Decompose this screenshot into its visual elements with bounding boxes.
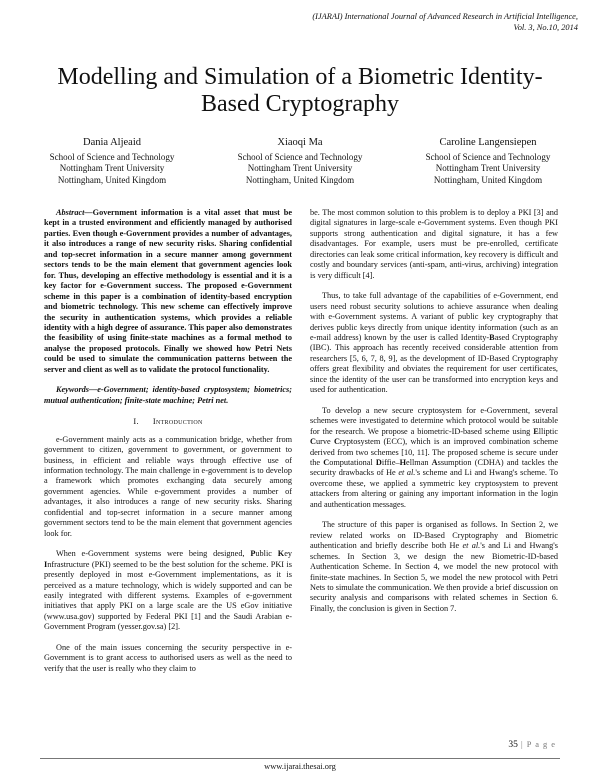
author-dept: School of Science and Technology (425, 151, 551, 162)
journal-line-1: (IJARAI) International Journal of Advanced Research in Artificial Intelligence, (312, 12, 578, 21)
text-run: ssumption (CDHA) and tackles the security drawbacks of He (310, 457, 558, 478)
text-run: iffie– (381, 457, 400, 467)
text-run: Thus, to take full advantage of the capabilities of e-Government, end users need robust security solutions to achieve assurance when dealing with e-Government systems. A variant of public key cryptography that derives public keys directly from unique identity information (such as an e-mail address) known by the user is called Identity- (310, 291, 558, 342)
italic-etal: et al. (462, 541, 481, 551)
page-number-value: 35 (508, 740, 518, 750)
page-separator: | (517, 740, 527, 749)
keywords-label: Keywords— (56, 385, 98, 395)
journal-line-2: Vol. 3, No.10, 2014 (513, 22, 578, 32)
section-heading-introduction (44, 417, 292, 427)
author-univ: Nottingham Trent University (435, 163, 541, 174)
author-univ: Nottingham Trent University (59, 163, 165, 174)
text-run: ellman (406, 457, 432, 467)
italic-etal: et al. (398, 468, 416, 478)
abstract (44, 208, 292, 375)
author-name: Xiaoqi Ma (277, 137, 323, 148)
left-column (44, 208, 292, 674)
text-run: ublic (255, 549, 278, 559)
text-run: When e-Government systems were being designed, (56, 549, 251, 559)
author-city: Nottingham, United Kingdom (57, 174, 167, 185)
text-run: ryptosystem (ECC), which is an improved combination scheme derived from two schemes [10, 11]. The proposed scheme is secure under the (310, 437, 558, 467)
author-1 (12, 137, 212, 186)
text-run: 's scheme and Li and Hwang's scheme. To overcome these, we applied a symmetric key cryptosystem to prevent attackers from altering or gaining any important information in the login and authentication messages. (310, 468, 558, 509)
text-run: The structure of this paper is organised as follows. In Section 2, we review related works on ID-Based Cryptography and Biometric authentication and briefly describe both He (310, 520, 558, 551)
text-run: 's and Li and Hwang's schemes. In Section 3, we design the new Biometric-ID-based Authentication Scheme. In Section 4, we model the new protocol with finite-state machines. In Section 5, we model the new protocol with Petri Nets to simulate the communication. We then provide a brief discussion on security analysis and comparisons with related schemes in Section 6. Finally, the conclusion is given in Section 7. (310, 541, 558, 613)
text-run: lliptic (538, 426, 558, 436)
right-paragraph-1: be. The most common solution to this problem is to deploy a PKI [3] and digital signatures in large-scale e-Government systems. Even though PKI supports strong authentication and digital signature, it has a few disadvantages. For example, users must be pre-enrolled, certificate directories can leak some critical information, key recovery is difficult and costly and boundary services (anti-spam, anti-virus, archiving) integration is very difficult [4]. (310, 208, 558, 280)
bold-initial: D (375, 457, 382, 467)
abstract-label: Abstract— (56, 208, 93, 217)
author-name: Dania Aljeaid (82, 137, 142, 148)
text-run: To develop a new secure cryptosystem for e-Government, several schemes were investigated to determine which protocol would be suitable for the research. We propose a biometric-ID-based scheme using (310, 405, 558, 436)
footer-divider (40, 758, 560, 759)
section-title: Introduction (152, 417, 203, 427)
intro-paragraph-1: e-Government mainly acts as a communication bridge, whether from government to citizen, government to government, or government to business, in efficient and reliable ways through effective use of information technology. The main challenge in e-government is to develop a framework which promotes exchanging data securely among government agencies. While e-government provides a number of advantages, it also introduces a range of new security risks. Sharing confidential and top-secret information in a secure manner among government sectors tend to be the main element that government agencies look for. (44, 434, 292, 538)
bold-initial: P (250, 549, 256, 559)
right-paragraph-4 (310, 520, 558, 614)
author-univ: Nottingham Trent University (247, 163, 353, 174)
page-number (508, 740, 556, 750)
right-paragraph-2 (310, 291, 558, 396)
author-dept: School of Science and Technology (49, 151, 175, 162)
author-city: Nottingham, United Kingdom (433, 174, 543, 185)
title-line-1: Modelling and Simulation of a Biometric Identity- (57, 64, 543, 90)
intro-paragraph-3: One of the main issues concerning the security perspective in e-Government is to grant access to authorised users as well as the need to verify that the user is really who they claim to (44, 642, 292, 673)
author-dept: School of Science and Technology (237, 151, 363, 162)
journal-header (248, 12, 578, 33)
text-run: urve (315, 437, 334, 447)
bold-initial: H (399, 457, 407, 467)
intro-paragraph-2 (44, 549, 292, 633)
page-label: P a g e (526, 740, 556, 749)
author-city: Nottingham, United Kingdom (245, 174, 355, 185)
text-run: nfrastructure (PKI) seemed to be the best solution for the scheme. PKI is presently deployed in most e-Government implementations, as it is perceived as a mature technology, which is widely supported and can be easily integrated with different systems. Examples of e-government initiatives that apply PKI on a large scale are the US eGov initiative (www.usa.gov) supported by Federal PKI [1] and the Saudi Arabian e-Government Program (yesser.gov.sa) [2]. (44, 559, 292, 632)
keywords-text: e-Government; identity-based cryptosystem; biometrics; mutual authentication; finite-state machine; Petri net. (44, 385, 292, 405)
bold-initial: C (333, 437, 340, 447)
bold-initial: I (44, 559, 48, 569)
author-name: Caroline Langensiepen (439, 137, 537, 148)
right-column (310, 208, 558, 614)
right-paragraph-3 (310, 406, 558, 511)
text-run: omputational (329, 457, 376, 467)
footer-url: www.ijarai.thesai.org (264, 762, 336, 771)
section-number: I. (133, 417, 139, 427)
bold-initial: B (489, 332, 495, 342)
text-run: ased Cryptography (IBC). This approach has recently received considerable attention from researchers [5, 6, 7, 8, 9], as the development of ID-Based Cryptography offers great flexibility and obviates the requirement for user certificates, since the identity of the user can be transformed into encryption keys and used for authentication. (310, 332, 558, 395)
abstract-text: Government information is a vital asset that must be kept in a trusted environment and efficiently managed by authorised parties. Even though e-Government provides a number of advantages, it also introduces a range of new security risks. Sharing confidential and top-secret information in a secure manner among government sectors tends to be the main element that government agencies look for. Thus, developing an effective methodology is essential and it is a key factor for e-Government success. The proposed e-Government scheme in this paper is a combination of identity-based encryption and biometric technology. This new scheme can effectively improve the security in authentication systems, which provides a reliable identity with a high degree of assurance. This paper also demonstrates the feasibility of using finite-state machines as a formal method to analyse the proposed protocols. Finally we showed how Petri Nets could be used to simulate the communication patterns between the server and client as well as to validate the protocol functionality. (44, 208, 292, 374)
bold-initial: C (323, 457, 330, 467)
text-run: ey (284, 549, 292, 559)
bold-initial: K (277, 549, 285, 559)
author-3 (388, 137, 588, 186)
bold-initial: A (431, 457, 438, 467)
title-line-2: Based Cryptography (201, 91, 399, 117)
paper-title (40, 64, 560, 118)
bold-initial: C (310, 437, 316, 447)
bold-initial: E (533, 426, 539, 436)
keywords (44, 385, 292, 406)
author-2 (200, 137, 400, 186)
